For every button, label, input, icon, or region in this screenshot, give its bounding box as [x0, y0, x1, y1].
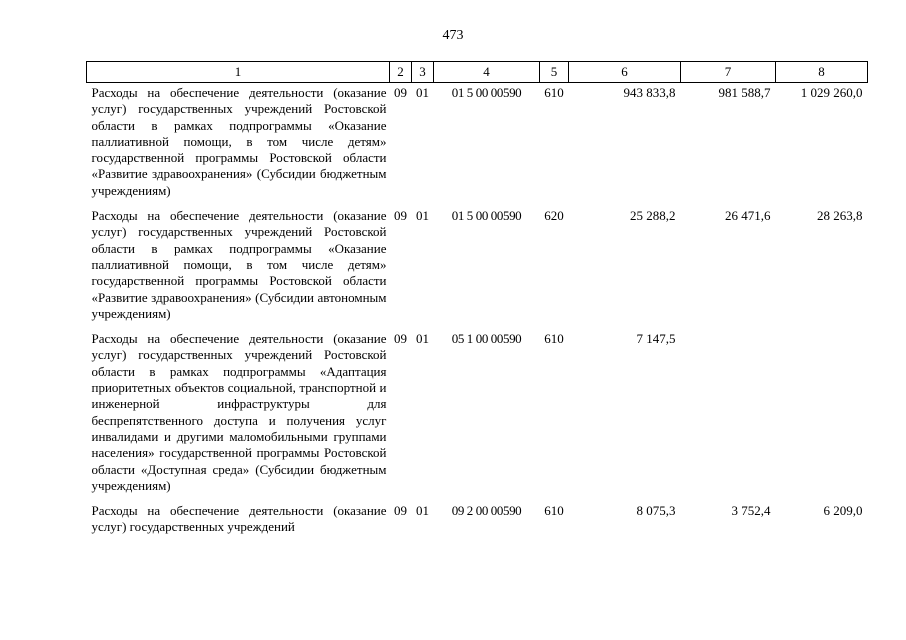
table-row — [87, 83, 868, 207]
row-amount-col7: 981 588,7 — [718, 85, 771, 100]
row-amount-col8: 1 029 260,0 — [800, 85, 863, 100]
row-section: 09 — [394, 503, 407, 519]
row-target-article: 05 1 00 00590 — [451, 331, 522, 347]
column-header-1: 1 — [87, 62, 390, 83]
column-header-6: 6 — [569, 62, 681, 83]
row-expense-type: 620 — [544, 208, 564, 224]
row-description: Расходы на обеспечение деятельности (оказание услуг) государственных учреждений Ростовской области в рамках подпрограммы «Оказание паллиативной помощи, в том числе детям» государственной программы Ростовской области «Развитие здравоохранения» (Субсидии автономным учреждениям) — [91, 208, 387, 321]
row-subsection: 01 — [416, 85, 429, 100]
row-amount-col7 — [681, 329, 776, 501]
row-amount-col6: 7 147,5 — [636, 331, 676, 347]
row-section: 09 — [394, 331, 407, 347]
row-section: 09 — [394, 208, 407, 224]
row-description: Расходы на обеспечение деятельности (оказание услуг) государственных учреждений — [91, 503, 387, 535]
row-subsection: 01 — [416, 503, 429, 519]
row-amount-col8: 28 263,8 — [817, 208, 863, 224]
row-amount-col8 — [776, 329, 868, 501]
budget-table — [86, 61, 868, 536]
column-header-3: 3 — [412, 62, 434, 83]
header-row — [87, 62, 868, 83]
column-header-2: 2 — [390, 62, 412, 83]
table-row — [87, 501, 868, 536]
row-expense-type: 610 — [544, 331, 564, 347]
table-row — [87, 206, 868, 329]
table-row — [87, 329, 868, 501]
row-target-article: 01 5 00 00590 — [451, 208, 522, 224]
row-amount-col6: 8 075,3 — [636, 503, 676, 519]
row-section: 09 — [394, 85, 407, 100]
row-amount-col7: 26 471,6 — [725, 208, 771, 224]
row-expense-type: 610 — [544, 85, 564, 100]
row-amount-col7: 3 752,4 — [731, 503, 771, 519]
row-description: Расходы на обеспечение деятельности (оказание услуг) государственных учреждений Ростовской области в рамках подпрограммы «Оказание паллиативной помощи, в том числе детям» государственной программы Ростовской области «Развитие здравоохранения» (Субсидии бюджетным учреждениям) — [91, 85, 387, 198]
column-header-5: 5 — [540, 62, 569, 83]
row-subsection: 01 — [416, 208, 429, 224]
page-number: 473 — [442, 28, 464, 43]
column-header-7: 7 — [681, 62, 776, 83]
row-expense-type: 610 — [544, 503, 564, 519]
column-header-8: 8 — [776, 62, 868, 83]
row-description: Расходы на обеспечение деятельности (оказание услуг) государственных учреждений Ростовской области в рамках подпрограммы «Адаптация приоритетных объектов социальной, транспортной и инженерной инфраструктуры для беспрепятственного доступа и получения услуг инвалидами и другими маломобильными группами населения» государственной программы Ростовской области «Доступная среда» (Субсидии бюджетным учреждениям) — [91, 331, 387, 493]
row-amount-col6: 25 288,2 — [630, 208, 676, 224]
column-header-4: 4 — [434, 62, 540, 83]
row-target-article: 01 5 00 00590 — [451, 85, 522, 100]
row-target-article: 09 2 00 00590 — [451, 503, 522, 519]
row-subsection: 01 — [416, 331, 429, 347]
row-amount-col8: 6 209,0 — [823, 503, 863, 519]
row-amount-col6: 943 833,8 — [623, 85, 676, 100]
